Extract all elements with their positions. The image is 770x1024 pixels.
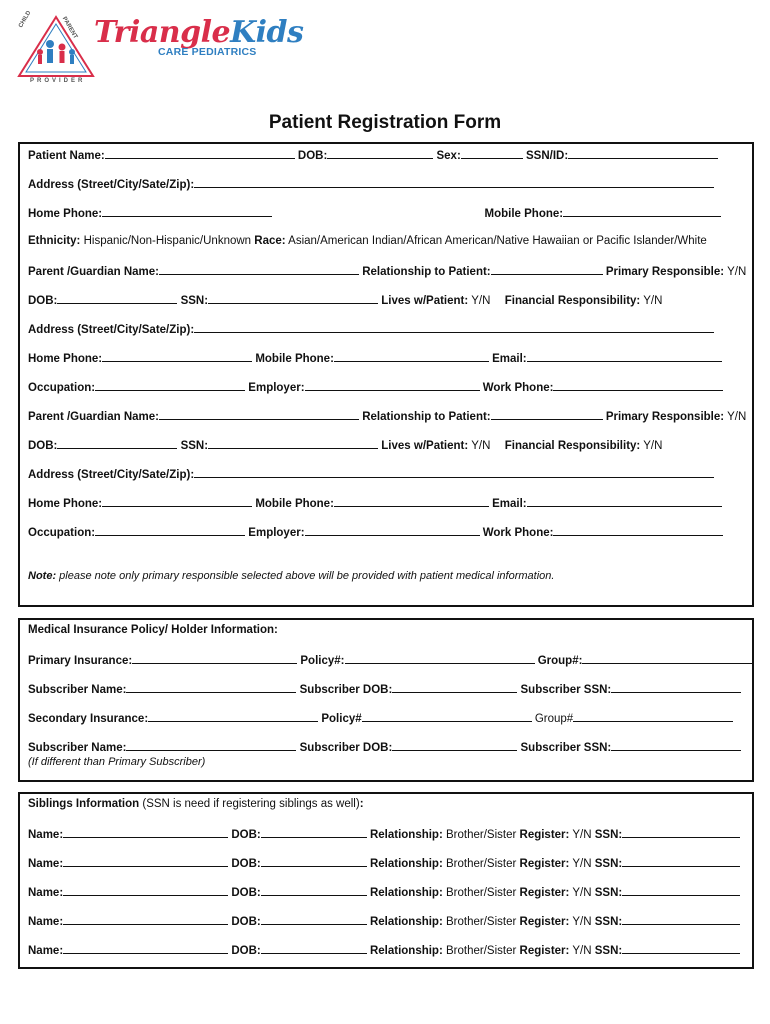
logo-word-parent: PARENT bbox=[60, 16, 79, 40]
logo bbox=[16, 10, 304, 84]
guardian1-dob-field[interactable] bbox=[57, 293, 177, 304]
siblings-section bbox=[18, 792, 754, 969]
guardian2-occupation-field[interactable] bbox=[95, 525, 245, 536]
subscriber-dob-field[interactable] bbox=[392, 682, 517, 693]
guardian2-email-field[interactable] bbox=[527, 496, 722, 507]
guardian2-row-phones: Home Phone: Mobile Phone: Email: bbox=[28, 496, 722, 510]
sibling4-register-yn[interactable]: Y/N bbox=[572, 916, 592, 928]
insurance-row-primary: Primary Insurance: Policy#: Group#: bbox=[28, 653, 752, 667]
sibling5-ssn-field[interactable] bbox=[622, 943, 740, 954]
subscriber2-dob-field[interactable] bbox=[392, 740, 517, 751]
logo-word-provider: PROVIDER bbox=[30, 78, 86, 84]
note: Note: please note only primary responsible selected above will be provided with patient medical information. bbox=[28, 570, 555, 582]
guardian1-ssn-field[interactable] bbox=[208, 293, 378, 304]
guardian1-row-name: Parent /Guardian Name: Relationship to Patient: Primary Responsible: Y/N bbox=[28, 266, 747, 278]
subscriber2-name-field[interactable] bbox=[126, 740, 296, 751]
sibling-row: Name: DOB: Relationship: Brother/Sister Register: Y/N SSN: bbox=[28, 827, 740, 841]
subscriber-name-field[interactable] bbox=[126, 682, 296, 693]
sibling-row: Name: DOB: Relationship: Brother/Sister Register: Y/N SSN: bbox=[28, 943, 740, 957]
insurance-section bbox=[18, 618, 754, 782]
primary-group-field[interactable] bbox=[582, 653, 752, 664]
insurance-row-subscriber2: Subscriber Name: Subscriber DOB: Subscriber SSN: bbox=[28, 740, 741, 754]
sibling-row: Name: DOB: Relationship: Brother/Sister Register: Y/N SSN: bbox=[28, 885, 740, 899]
guardian1-address-field[interactable] bbox=[194, 322, 714, 333]
secondary-insurance-field[interactable] bbox=[148, 711, 318, 722]
sibling3-dob-field[interactable] bbox=[261, 885, 367, 896]
sibling2-name-field[interactable] bbox=[63, 856, 228, 867]
patient-section bbox=[18, 142, 754, 607]
guardian1-relationship-field[interactable] bbox=[491, 264, 603, 275]
guardian2-work-phone-field[interactable] bbox=[553, 525, 723, 536]
guardian2-financial-yn[interactable]: Y/N bbox=[643, 440, 663, 452]
guardian1-primary-yn[interactable]: Y/N bbox=[727, 266, 747, 278]
patient-mobile-phone-field[interactable] bbox=[563, 206, 721, 217]
guardian1-row-address: Address (Street/City/Sate/Zip): bbox=[28, 322, 714, 336]
guardian2-lives-yn[interactable]: Y/N bbox=[471, 440, 491, 452]
sibling3-name-field[interactable] bbox=[63, 885, 228, 896]
sibling1-name-field[interactable] bbox=[63, 827, 228, 838]
sibling4-ssn-field[interactable] bbox=[622, 914, 740, 925]
guardian2-dob-field[interactable] bbox=[57, 438, 177, 449]
patient-row-ethnicity: Ethnicity: Hispanic/Non-Hispanic/Unknown Race: Asian/American Indian/African American/Native Hawaiian or Pacific Islander/White bbox=[28, 235, 707, 247]
sibling2-relationship-options[interactable]: Brother/Sister bbox=[446, 858, 517, 870]
sibling2-dob-field[interactable] bbox=[261, 856, 367, 867]
sibling1-relationship-options[interactable]: Brother/Sister bbox=[446, 829, 517, 841]
sibling2-ssn-field[interactable] bbox=[622, 856, 740, 867]
guardian2-ssn-field[interactable] bbox=[208, 438, 378, 449]
sibling4-name-field[interactable] bbox=[63, 914, 228, 925]
patient-row-1: Patient Name: DOB: Sex: SSN/ID: bbox=[28, 148, 718, 162]
sibling5-register-yn[interactable]: Y/N bbox=[572, 945, 592, 957]
sibling2-register-yn[interactable]: Y/N bbox=[572, 858, 592, 870]
guardian2-primary-yn[interactable]: Y/N bbox=[727, 411, 747, 423]
guardian1-row-phones: Home Phone: Mobile Phone: Email: bbox=[28, 351, 722, 365]
sibling1-dob-field[interactable] bbox=[261, 827, 367, 838]
guardian1-name-field[interactable] bbox=[159, 264, 359, 275]
guardian2-name-field[interactable] bbox=[159, 409, 359, 420]
patient-sex-field[interactable] bbox=[461, 148, 523, 159]
insurance-if-different: (If different than Primary Subscriber) bbox=[28, 756, 206, 768]
sibling5-name-field[interactable] bbox=[63, 943, 228, 954]
patient-ssn-field[interactable] bbox=[568, 148, 718, 159]
guardian1-email-field[interactable] bbox=[527, 351, 722, 362]
secondary-policy-field[interactable] bbox=[362, 711, 532, 722]
patient-dob-field[interactable] bbox=[327, 148, 433, 159]
guardian1-employer-field[interactable] bbox=[305, 380, 480, 391]
primary-insurance-field[interactable] bbox=[132, 653, 297, 664]
logo-word-child: CHILD bbox=[18, 10, 33, 30]
patient-name-field[interactable] bbox=[105, 148, 295, 159]
siblings-heading: Siblings Information (SSN is need if registering siblings as well): bbox=[28, 798, 364, 810]
insurance-heading: Medical Insurance Policy/ Holder Information: bbox=[28, 624, 278, 636]
sibling5-dob-field[interactable] bbox=[261, 943, 367, 954]
guardian2-row-address: Address (Street/City/Sate/Zip): bbox=[28, 467, 714, 481]
brand-subtitle: CARE PEDIATRICS bbox=[158, 46, 257, 58]
sibling1-ssn-field[interactable] bbox=[622, 827, 740, 838]
form-title: Patient Registration Form bbox=[268, 112, 502, 133]
insurance-row-secondary: Secondary Insurance: Policy# Group# bbox=[28, 711, 733, 725]
guardian2-row-occupation: Occupation: Employer: Work Phone: bbox=[28, 525, 723, 539]
sibling-row: Name: DOB: Relationship: Brother/Sister Register: Y/N SSN: bbox=[28, 914, 740, 928]
sibling3-relationship-options[interactable]: Brother/Sister bbox=[446, 887, 517, 899]
ethnicity-options[interactable]: Hispanic/Non-Hispanic/Unknown bbox=[83, 235, 252, 247]
guardian2-employer-field[interactable] bbox=[305, 525, 480, 536]
subscriber-ssn-field[interactable] bbox=[611, 682, 741, 693]
triangle-logo-icon bbox=[16, 14, 96, 80]
sibling3-register-yn[interactable]: Y/N bbox=[572, 887, 592, 899]
patient-home-phone-field[interactable] bbox=[102, 206, 272, 217]
sibling-row: Name: DOB: Relationship: Brother/Sister Register: Y/N SSN: bbox=[28, 856, 740, 870]
primary-policy-field[interactable] bbox=[345, 653, 535, 664]
sibling4-dob-field[interactable] bbox=[261, 914, 367, 925]
guardian1-row-occupation: Occupation: Employer: Work Phone: bbox=[28, 380, 723, 394]
patient-address-field[interactable] bbox=[194, 177, 714, 188]
subscriber2-ssn-field[interactable] bbox=[611, 740, 741, 751]
guardian1-work-phone-field[interactable] bbox=[553, 380, 723, 391]
guardian2-relationship-field[interactable] bbox=[491, 409, 603, 420]
guardian2-address-field[interactable] bbox=[194, 467, 714, 478]
guardian1-lives-yn[interactable]: Y/N bbox=[471, 295, 491, 307]
guardian2-row-dob: DOB: SSN: Lives w/Patient: Y/N Financial Responsibility: Y/N bbox=[28, 440, 663, 452]
patient-row-address: Address (Street/City/Sate/Zip): bbox=[28, 177, 714, 191]
guardian1-financial-yn[interactable]: Y/N bbox=[643, 295, 663, 307]
sibling1-register-yn[interactable]: Y/N bbox=[572, 829, 592, 841]
sibling5-relationship-options[interactable]: Brother/Sister bbox=[446, 945, 517, 957]
brand-name: TriangleKids bbox=[94, 15, 304, 50]
guardian2-mobile-phone-field[interactable] bbox=[334, 496, 489, 507]
guardian1-row-dob: DOB: SSN: Lives w/Patient: Y/N Financial Responsibility: Y/N bbox=[28, 295, 663, 307]
guardian1-mobile-phone-field[interactable] bbox=[334, 351, 489, 362]
sibling3-ssn-field[interactable] bbox=[622, 885, 740, 896]
race-options[interactable]: Asian/American Indian/African American/Native Hawaiian or Pacific Islander/White bbox=[288, 235, 707, 247]
sibling4-relationship-options[interactable]: Brother/Sister bbox=[446, 916, 517, 928]
guardian1-home-phone-field[interactable] bbox=[102, 351, 252, 362]
insurance-row-subscriber: Subscriber Name: Subscriber DOB: Subscriber SSN: bbox=[28, 682, 741, 696]
guardian2-row-name: Parent /Guardian Name: Relationship to Patient: Primary Responsible: Y/N bbox=[28, 411, 747, 423]
secondary-group-field[interactable] bbox=[573, 711, 733, 722]
patient-row-phones: Home Phone: Mobile Phone: bbox=[28, 206, 721, 220]
guardian2-home-phone-field[interactable] bbox=[102, 496, 252, 507]
guardian1-occupation-field[interactable] bbox=[95, 380, 245, 391]
